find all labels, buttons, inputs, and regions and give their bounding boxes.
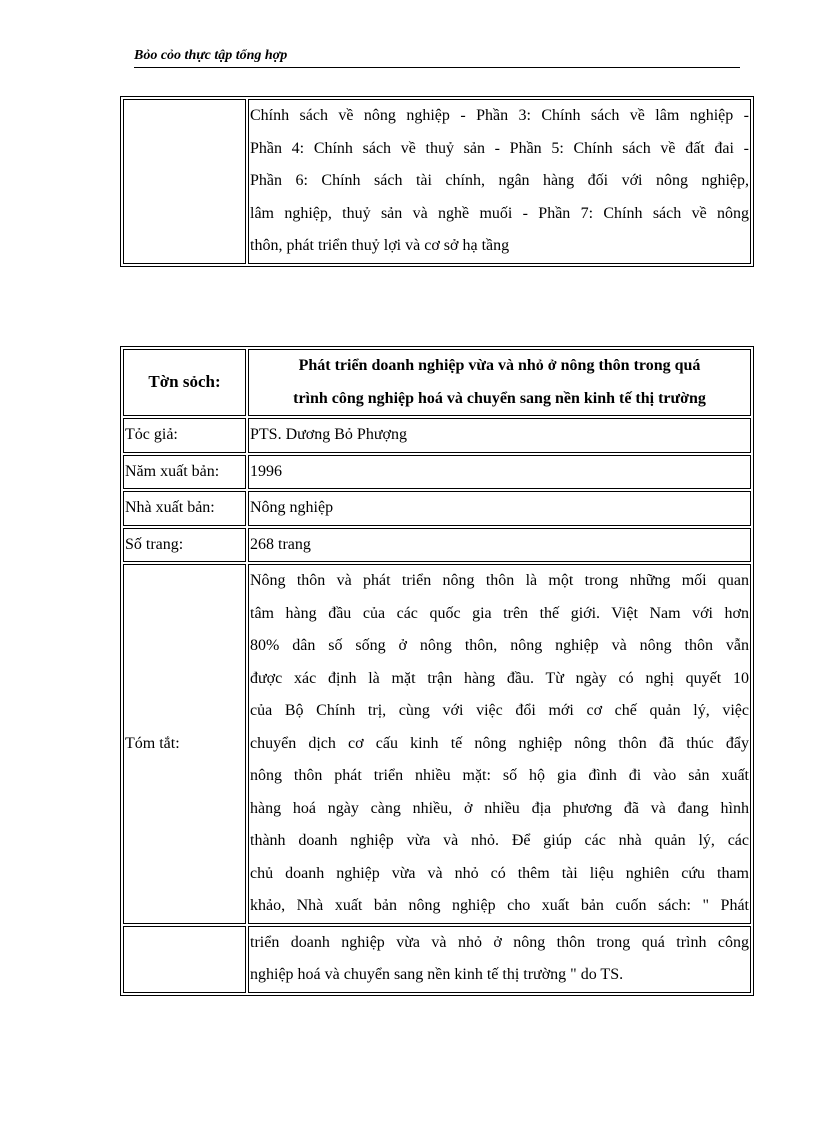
summary-line: triển doanh nghiệp vừa và nhỏ ở nông thôn trong quá trình công [250, 933, 749, 951]
summary-label: Tóm tắt: [123, 564, 246, 924]
book-info-table [120, 346, 754, 996]
summary-line: Nông thôn và phát triển nông thôn là một trong những mối quan [250, 572, 749, 589]
summary-line: chuyển dịch cơ cấu kinh tế nông nghiệp nông thôn đã thúc đẩy [250, 734, 749, 752]
table-row [123, 99, 751, 264]
author-label: Tỏc giả: [123, 418, 246, 453]
summary-line: hàng hoá ngày càng nhiều, ở nhiều địa phương đã và đang hình [250, 799, 749, 817]
year-label: Năm xuất bản: [123, 455, 246, 490]
empty-label-cell [123, 926, 246, 993]
summary-continuation [248, 926, 751, 993]
policy-table [120, 96, 754, 267]
book-title-value [248, 349, 751, 416]
pages-label: Số trang: [123, 528, 246, 563]
publisher-label: Nhà xuất bản: [123, 491, 246, 526]
table-row [123, 455, 751, 490]
summary-line: tâm hàng đầu của các quốc gia trên thế giới. Việt Nam với hơn [250, 604, 749, 622]
table-row [123, 491, 751, 526]
book-title-label: Tờn sỏch: [123, 349, 246, 416]
summary-line: được xác định là mặt trận hàng đầu. Từ ngày có nghị quyết 10 [250, 669, 749, 687]
summary-line: thành doanh nghiệp vừa và nhỏ. Để giúp các nhà quản lý, các [250, 832, 749, 849]
page-header: Bỏo cỏo thực tập tổng hợp [134, 48, 740, 68]
table-row [123, 349, 751, 416]
table-row [123, 926, 751, 993]
year-value: 1996 [248, 455, 751, 490]
text-line: thôn, phát triển thuỷ lợi và cơ sở hạ tầng [250, 237, 510, 254]
summary-line: nông thôn phát triển nhiều mặt: số hộ gia đình đi vào sản xuất [250, 767, 749, 784]
summary-line: 80% dân số sống ở nông thôn, nông nghiệp và nông thôn vẫn [250, 637, 749, 654]
text-line: Phần 4: Chính sách về thuỷ sản - Phần 5: Chính sách về đất đai - [250, 139, 749, 157]
text-line: Phần 6: Chính sách tài chính, ngân hàng đối với nông nghiệp, [250, 172, 749, 189]
author-value: PTS. Dương Bỏ Phượng [248, 418, 751, 453]
policy-text-cell [248, 99, 751, 264]
summary-line: chủ doanh nghiệp vừa và nhỏ có thêm tài liệu nghiên cứu tham [250, 864, 749, 882]
summary-line: nghiệp hoá và chuyển sang nền kinh tế thị trường " do TS. [250, 966, 624, 983]
publisher-value: Nông nghiệp [248, 491, 751, 526]
table-row [123, 528, 751, 563]
summary-line: của Bộ Chính trị, cùng với việc đổi mới cơ chế quản lý, việc [250, 702, 749, 719]
empty-label-cell [123, 99, 246, 264]
summary-line: khảo, Nhà xuất bản nông nghiệp cho xuất bản cuốn sách: " Phát [250, 897, 749, 914]
pages-value: 268 trang [248, 528, 751, 563]
title-line: trình công nghiệp hoá và chuyển sang nền kinh tế thị trường [293, 389, 706, 407]
title-line: Phát triển doanh nghiệp vừa và nhỏ ở nông thôn trong quá [298, 357, 701, 374]
table-row [123, 418, 751, 453]
summary-value [248, 564, 751, 924]
text-line: Chính sách về nông nghiệp - Phần 3: Chính sách về lâm nghiệp - [250, 107, 749, 124]
text-line: lâm nghiệp, thuỷ sản và nghề muối - Phần 7: Chính sách về nông [250, 204, 749, 222]
table-row [123, 564, 751, 924]
